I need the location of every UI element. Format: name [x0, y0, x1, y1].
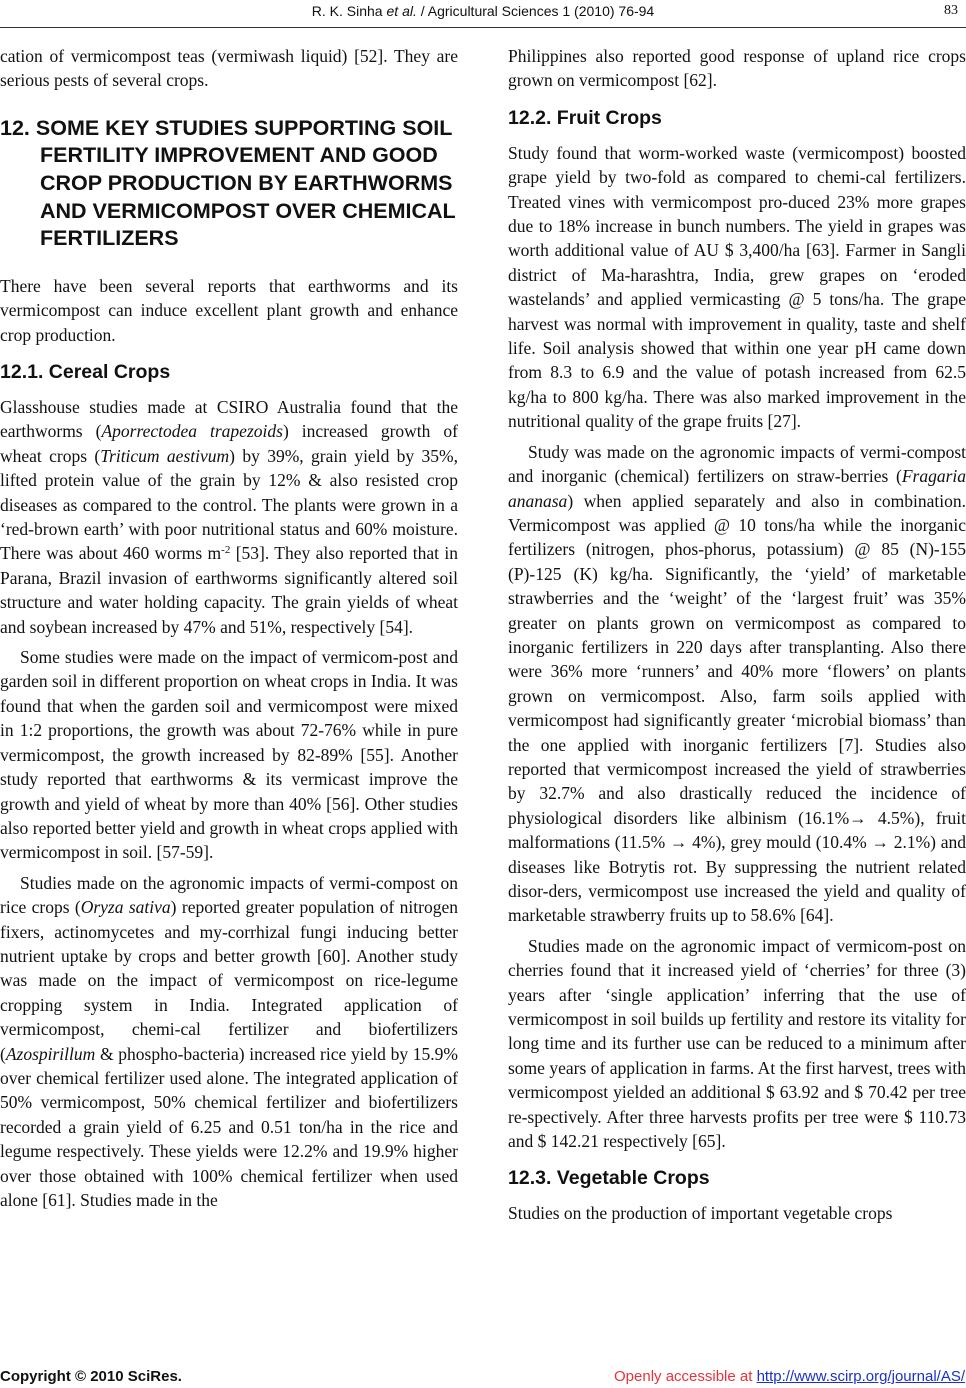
header-authors: R. K. Sinha	[311, 3, 383, 19]
page-footer	[0, 1368, 966, 1388]
paragraph: Study was made on the agronomic impacts of vermi-compost and inorganic (chemical) fertilizers on straw-berries (Fragaria ananasa) when applied separately and also in combination. Vermicompost was applied @ 10 tons/ha while the inorganic fertilizers (nitrogen, phos-phorus, potassium) @ 85 (N)-155 (P)-125 (K) kg/ha. Significantly, the ‘yield’ of marketable strawberries and the ‘weight’ of the ‘largest fruit’ was 35% greater on plants grown on vermicompost as compared to inorganic fertilizers in 220 days after transplanting. Also there were 36% more ‘runners’ and 40% more ‘flowers’ on plants grown on vermicompost. Also, farm soils applied with vermicompost had significantly greater ‘microbial biomass’ than the one applied with inorganic fertilizers [7]. Studies also reported that vermicompost increased the yield of strawberries by 32.7% and also drastically reduced the incidence of physiological disorders like albinism (16.1%→ 4.5%), fruit malformations (11.5% → 4%), grey mould (10.4% → 2.1%) and diseases like Botrytis rot. By suppressing the nutrient related disor-ders, vermicompost use increased the yield and quality of marketable strawberry fruits up to 58.6% [64].	[508, 441, 966, 926]
section-title: SOME KEY STUDIES SUPPORTING SOIL FERTILITY IMPROVEMENT AND GOOD CROP PRODUCTION BY EARTHWORMS AND VERMICOMPOST OVER CHEMICAL FERTILIZERS	[35, 115, 456, 251]
header-et-al: et al.	[386, 3, 417, 19]
species-name: Azospirillum	[5, 1043, 96, 1064]
section-number: 12.	[0, 115, 30, 140]
paragraph: cation of vermicompost teas (vermiwash liquid) [52]. They are serious pests of several crops.	[0, 46, 458, 91]
paragraph: There have been several reports that earthworms and its vermicompost can induce excellent plant growth and enhance crop production.	[0, 275, 458, 345]
running-head	[0, 3, 966, 23]
paragraph: Studies made on the agronomic impact of vermicom-post on cherries found that it increased yield of ‘cherries’ for three (3) years after ‘single application’ inferring that the use of vermicompost in soil builds up fertility and restore its vitality for long time and its further use can be reduced to a minimum after some years of application in farms. At the first harvest, trees with vermicompost yielded an additional $ 63.92 and $ 70.42 per tree re-spectively. After three harvests profits per tree were $ 110.73 and $ 142.21 respectively [65].	[508, 935, 966, 1152]
species-name: Triticum aestivum	[100, 445, 230, 466]
subsection-heading: 12.2. Fruit Crops	[508, 106, 662, 129]
journal-link[interactable]: http://www.scirp.org/journal/AS/	[756, 1368, 965, 1385]
paragraph: Some studies were made on the impact of vermicom-post and garden soil in different proportion on wheat crops in India. It was found that when the garden soil and vermicompost were mixed in 1:2 proportions, the growth was about 72-76% while in pure vermicompost, the growth increased by 82-89% [55]. Another study reported that earthworms & its vermicast improve the growth and yield of wheat by more than 40% [56]. Other studies also reported better yield and growth in wheat crops applied with vermicompost in soil. [57-59].	[0, 647, 458, 863]
page-number: 83	[944, 3, 958, 18]
superscript: -2	[221, 544, 231, 557]
paragraph: Studies on the production of important vegetable crops	[508, 1203, 893, 1224]
paragraph: Glasshouse studies made at CSIRO Australia found that the earthworms (Aporrectodea trapezoids) increased growth of wheat crops (Triticum aestivum) by 39%, grain yield by 35%, lifted protein value of the grain by 12% & also resisted crop diseases as compared to the control. The plants were grown in a ‘red-brown earth’ with poor nutritional status and 60% moisture. There was about 460 worms $m^{-2}$ [53]. They also reported that in Parana, Brazil invasion of earthworms significantly altered soil structure and water holding capacity. The grain yields of wheat and soybean increased by 47% and 51%, respectively [54].	[0, 397, 458, 637]
species-name: Oryza sativa	[80, 897, 171, 918]
copyright-notice: Copyright © 2010 SciRes.	[0, 1368, 182, 1385]
right-column	[508, 44, 966, 1226]
subsection-heading: 12.3. Vegetable Crops	[508, 1167, 710, 1190]
left-column	[0, 44, 458, 1212]
header-journal: / Agricultural Sciences 1 (2010) 76-94	[420, 3, 655, 19]
section-heading	[0, 115, 458, 253]
header-rule	[0, 27, 966, 28]
species-name: Aporrectodea trapezoids	[101, 421, 283, 442]
access-notice: Openly accessible at http://www.scirp.org/journal/AS/	[614, 1368, 965, 1385]
paragraph: Studies made on the agronomic impacts of vermi-compost on rice crops (Oryza sativa) reported greater population of nitrogen fixers, actinomycetes and my-corrhizal fungi inducing better nutrient uptake by crops and better growth [60]. Another study was made on the impact of vermicompost on rice-legume cropping system in India. Integrated application of vermicompost, chemi-cal fertilizer and biofertilizers (Azospirillum & phospho-bacteria) increased rice yield by 15.9% over chemical fertilizer used alone. The integrated application of 50% vermicompost, 50% chemical fertilizer and biofertilizers recorded a grain yield of 6.25 and 0.51 ton/ha in the rice and legume respectively. These yields were 12.2% and 19.9% higher over those obtained with 100% chemical fertilizer when used alone [61]. Studies made in the	[0, 872, 458, 1210]
paragraph: Philippines also reported good response of upland rice crops grown on vermicompost [62].	[508, 46, 966, 91]
species-name: Fragaria ananasa	[508, 466, 966, 511]
subsection-heading: 12.1. Cereal Crops	[0, 361, 171, 383]
paragraph: Study found that worm-worked waste (vermicompost) boosted grape yield by two-fold as compared to chemi-cal fertilizers. Treated vines with vermicompost pro-duced 23% more grapes due to 18% increase in bunch numbers. The yield in grapes was worth additional value of AU $ 3,400/ha [63]. Farmer in Sangli district of Ma-harashtra, India, grew grapes on ‘eroded wastelands’ and applied vermicasting @ 5 tons/ha. The grape harvest was normal with improvement in quality, taste and shelf life. Soil analysis showed that within one year pH came down from 8.3 to 6.9 and the value of potash increased from 62.5 kg/ha to 800 kg/ha. There was also marked improvement in the nutritional quality of the grape fruits [27].	[508, 142, 966, 432]
